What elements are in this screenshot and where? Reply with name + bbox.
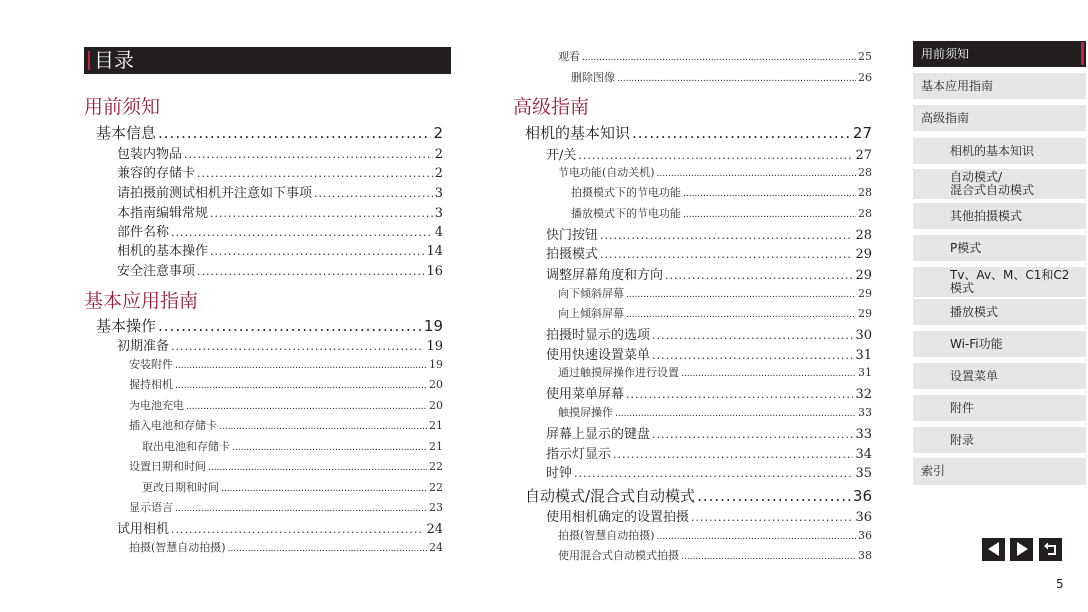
dot-leader <box>158 317 422 335</box>
toc-entry-label: 基本操作 <box>96 317 157 335</box>
toc-entry[interactable] <box>571 205 872 221</box>
dot-leader <box>681 369 856 379</box>
dot-leader <box>626 388 853 401</box>
toc-entry-page: 19 <box>426 339 443 354</box>
toc-entry-page: 28 <box>858 207 872 220</box>
dot-leader <box>171 340 424 353</box>
dot-leader <box>219 422 427 432</box>
toc-entry-page: 3 <box>434 186 443 201</box>
toc-entry-page: 19 <box>423 317 443 335</box>
sidebar-item-label: 基本应用指南 <box>921 78 994 93</box>
dot-leader <box>210 245 424 258</box>
toc-entry[interactable] <box>117 143 443 161</box>
toc-entry-page: 21 <box>429 419 443 432</box>
toc-entry[interactable] <box>558 547 872 563</box>
dot-leader <box>582 53 856 63</box>
toc-entry-page: 29 <box>855 268 872 283</box>
toc-entry-label: 拍摄模式 <box>546 247 599 262</box>
toc-entry[interactable] <box>546 443 872 461</box>
sidebar-item[interactable] <box>913 169 1086 199</box>
toc-entry[interactable] <box>558 527 872 543</box>
sidebar-item-label: 自动模式/ 混合式自动模式 <box>950 170 1035 197</box>
toc-entry-page: 24 <box>429 541 443 554</box>
toc-entry-page: 23 <box>429 501 443 514</box>
toc-entry-label: 安装附件 <box>129 358 173 371</box>
triangle-right-icon <box>1017 542 1028 556</box>
toc-entry-page: 16 <box>426 264 443 279</box>
sidebar-item-label: P模式 <box>950 240 982 255</box>
toc-entry-label: 拍摄模式下的节电功能 <box>571 186 681 199</box>
toc-entry-page: 31 <box>858 366 872 379</box>
dot-leader <box>626 290 856 300</box>
sidebar-item[interactable] <box>913 235 1086 261</box>
dot-leader <box>632 124 851 142</box>
toc-entry-page: 28 <box>855 228 872 243</box>
toc-entry-page: 2 <box>434 147 443 162</box>
section-heading[interactable]: 基本应用指南 <box>84 290 199 312</box>
sidebar-item-label: 其他拍摄模式 <box>950 208 1023 223</box>
sidebar-item[interactable] <box>913 203 1086 229</box>
toc-entry[interactable] <box>546 344 872 362</box>
sidebar-item-label: 设置菜单 <box>950 368 999 383</box>
page-number: 5 <box>1056 577 1064 591</box>
toc-entry-label: 使用快速设置菜单 <box>546 348 651 363</box>
dot-leader <box>175 504 427 514</box>
toc-entry-page: 27 <box>855 148 872 163</box>
section-heading[interactable]: 用前须知 <box>84 96 161 118</box>
toc-entry-page: 36 <box>855 510 872 525</box>
toc-entry[interactable] <box>546 423 872 441</box>
prev-page-button[interactable] <box>982 538 1005 561</box>
toc-entry[interactable] <box>558 48 872 64</box>
toc-entry-label: 握持相机 <box>129 378 173 391</box>
return-arrow-icon <box>1043 542 1058 557</box>
toc-entry[interactable] <box>117 221 443 239</box>
toc-entry-page: 20 <box>429 378 443 391</box>
toc-entry[interactable] <box>525 485 872 505</box>
sidebar-item[interactable] <box>913 458 1086 485</box>
toc-entry-label: 时钟 <box>546 466 573 481</box>
dot-leader <box>221 484 427 494</box>
toc-entry-page: 22 <box>429 460 443 473</box>
toc-entry-label: 向下倾斜屏幕 <box>558 287 624 300</box>
dot-leader <box>683 189 856 199</box>
toc-entry-label: 安全注意事项 <box>117 264 196 279</box>
toc-entry-label: 使用混合式自动模式拍摄 <box>558 549 679 562</box>
dot-leader <box>652 349 853 362</box>
sidebar-item-label: 附录 <box>950 432 975 447</box>
toc-entry[interactable] <box>558 364 872 380</box>
dot-leader <box>613 448 853 461</box>
toc-entry-label: 初期准备 <box>117 339 170 354</box>
toc-entry[interactable] <box>558 404 872 420</box>
toc-entry-page: 26 <box>858 71 872 84</box>
toc-entry[interactable] <box>558 285 872 301</box>
toc-entry-page: 14 <box>426 244 443 259</box>
toc-entry-label: 触摸屏操作 <box>558 406 613 419</box>
toc-entry-label: 删除图像 <box>571 71 615 84</box>
toc-entry[interactable] <box>558 164 872 180</box>
toc-entry[interactable] <box>117 240 443 258</box>
toc-entry-label: 屏幕上显示的键盘 <box>546 427 651 442</box>
toc-entry-label: 相机的基本操作 <box>117 244 209 259</box>
toc-entry-label: 使用菜单屏幕 <box>546 387 625 402</box>
dot-leader <box>578 149 853 162</box>
sidebar-item[interactable] <box>913 427 1086 453</box>
toc-entry[interactable] <box>546 324 872 342</box>
toc-entry-label: 取出电池和存储卡 <box>142 440 230 453</box>
toc-entry[interactable] <box>117 335 443 353</box>
toc-entry-label: 使用相机确定的设置拍摄 <box>546 510 690 525</box>
dot-leader <box>691 511 853 524</box>
toc-entry-label: 节电功能(自动关机) <box>558 166 655 179</box>
toc-entry[interactable] <box>525 122 872 142</box>
dot-leader <box>652 329 853 342</box>
toc-entry-label: 更改日期和时间 <box>142 481 219 494</box>
toc-entry[interactable] <box>129 356 443 372</box>
toc-entry-page: 2 <box>433 124 443 142</box>
toc-entry[interactable] <box>96 122 443 142</box>
sidebar-item[interactable] <box>913 41 1086 67</box>
toc-entry[interactable] <box>546 243 872 261</box>
toc-entry-page: 29 <box>855 247 872 262</box>
toc-entry-label: 开/关 <box>546 148 577 163</box>
toc-entry-label: 试用相机 <box>117 522 170 537</box>
toc-entry[interactable] <box>558 305 872 321</box>
toc-entry-page: 4 <box>434 225 443 240</box>
toc-title: 目录 <box>94 48 134 72</box>
toc-entry-page: 33 <box>855 427 872 442</box>
dot-leader <box>208 463 427 473</box>
toc-entry-label: 请拍摄前测试相机并注意如下事项 <box>117 186 313 201</box>
toc-entry-label: 调整屏幕角度和方向 <box>546 268 664 283</box>
toc-entry-label: 指示灯显示 <box>546 447 612 462</box>
toc-entry-page: 22 <box>429 481 443 494</box>
dot-leader <box>683 210 856 220</box>
toc-entry[interactable] <box>129 417 443 433</box>
sidebar-item-label: Tv、Av、M、C1和C2 模式 <box>950 268 1070 295</box>
sidebar-item-label: 相机的基本知识 <box>950 143 1035 158</box>
toc-entry[interactable] <box>571 69 872 85</box>
toc-entry[interactable] <box>117 202 443 220</box>
sidebar-item[interactable] <box>913 395 1086 421</box>
dot-leader <box>158 124 431 142</box>
sidebar-item-label: 索引 <box>921 464 946 478</box>
dot-leader <box>600 248 853 261</box>
sidebar-item[interactable] <box>913 138 1086 164</box>
dot-leader <box>210 207 433 220</box>
dot-leader <box>617 74 856 84</box>
toc-entry-page: 29 <box>858 287 872 300</box>
toc-entry-label: 观看 <box>558 50 580 63</box>
toc-entry-page: 31 <box>855 348 872 363</box>
sidebar-item-label: 播放模式 <box>950 304 999 319</box>
toc-entry-page: 34 <box>855 447 872 462</box>
dot-leader <box>665 269 853 282</box>
sidebar-item-label: 附件 <box>950 400 975 415</box>
toc-entry[interactable] <box>129 499 443 515</box>
toc-entry[interactable] <box>117 518 443 536</box>
dot-leader <box>652 428 853 441</box>
toc-entry-label: 拍摄(智慧自动拍摄) <box>129 541 226 554</box>
toc-entry-label: 自动模式/混合式自动模式 <box>525 487 696 505</box>
toc-entry-page: 28 <box>858 186 872 199</box>
sidebar-item[interactable] <box>913 105 1086 131</box>
dot-leader <box>615 409 856 419</box>
dot-leader <box>314 187 433 200</box>
toc-entry-label: 插入电池和存储卡 <box>129 419 217 432</box>
toc-entry-page: 33 <box>858 406 872 419</box>
toc-entry-label: 基本信息 <box>96 124 157 142</box>
sidebar-item[interactable] <box>913 363 1086 389</box>
toc-entry-page: 21 <box>429 440 443 453</box>
toc-entry-label: 显示语言 <box>129 501 173 514</box>
triangle-left-icon <box>988 542 999 556</box>
toc-entry-page: 32 <box>855 387 872 402</box>
toc-entry-page: 28 <box>858 166 872 179</box>
sidebar-item[interactable] <box>913 331 1086 357</box>
toc-entry-page: 3 <box>434 206 443 221</box>
toc-entry-page: 36 <box>858 529 872 542</box>
toc-entry[interactable] <box>546 264 872 282</box>
return-button[interactable] <box>1039 538 1062 561</box>
toc-entry-label: 播放模式下的节电功能 <box>571 207 681 220</box>
dot-leader <box>600 229 853 242</box>
toc-entry[interactable] <box>546 462 872 480</box>
dot-leader <box>184 148 433 161</box>
toc-entry-label: 设置日期和时间 <box>129 460 206 473</box>
toc-entry-page: 24 <box>426 522 443 537</box>
dot-leader <box>186 402 427 412</box>
dot-leader <box>232 443 427 453</box>
toc-entry-page: 2 <box>434 166 443 181</box>
toc-entry-label: 为电池充电 <box>129 399 184 412</box>
dot-leader <box>228 544 427 554</box>
toc-entry[interactable] <box>129 376 443 392</box>
sidebar-item[interactable] <box>913 299 1086 325</box>
toc-entry-label: 向上倾斜屏幕 <box>558 307 624 320</box>
toc-entry[interactable] <box>96 315 443 335</box>
toc-entry-page: 19 <box>429 358 443 371</box>
toc-entry-page: 25 <box>858 50 872 63</box>
dot-leader <box>626 310 856 320</box>
toc-entry-label: 拍摄(智慧自动拍摄) <box>558 529 655 542</box>
toc-entry[interactable] <box>117 162 443 180</box>
dot-leader <box>197 265 424 278</box>
toc-entry-page: 20 <box>429 399 443 412</box>
sidebar-item-label: Wi-Fi功能 <box>950 336 1003 351</box>
dot-leader <box>175 361 427 371</box>
toc-entry[interactable] <box>546 383 872 401</box>
toc-entry[interactable] <box>546 144 872 162</box>
toc-entry-label: 快门按钮 <box>546 228 599 243</box>
toc-entry-page: 36 <box>852 487 872 505</box>
toc-title-bar <box>84 47 451 74</box>
toc-entry[interactable] <box>129 397 443 413</box>
toc-entry[interactable] <box>571 184 872 200</box>
dot-leader <box>697 487 851 505</box>
toc-entry-label: 包装内物品 <box>117 147 183 162</box>
toc-entry-page: 38 <box>858 549 872 562</box>
toc-entry[interactable] <box>117 182 443 200</box>
toc-entry-label: 本指南编辑常规 <box>117 206 209 221</box>
toc-entry[interactable] <box>129 539 443 555</box>
sidebar-item[interactable] <box>913 267 1086 297</box>
toc-entry[interactable] <box>129 458 443 474</box>
toc-entry-page: 29 <box>858 307 872 320</box>
toc-entry-label: 部件名称 <box>117 225 170 240</box>
toc-entry[interactable] <box>117 260 443 278</box>
dot-leader <box>171 226 433 239</box>
dot-leader <box>574 467 853 480</box>
dot-leader <box>175 381 427 391</box>
sidebar-item-label: 用前须知 <box>921 46 970 61</box>
section-heading[interactable]: 高级指南 <box>513 96 590 118</box>
dot-leader <box>197 167 433 180</box>
sidebar-item-label: 高级指南 <box>921 110 970 125</box>
toc-entry[interactable] <box>546 224 872 242</box>
toc-entry[interactable] <box>142 438 443 454</box>
dot-leader <box>657 169 856 179</box>
toc-entry[interactable] <box>142 479 443 495</box>
dot-leader <box>171 523 424 536</box>
toc-entry-page: 30 <box>855 328 872 343</box>
toc-entry-label: 兼容的存储卡 <box>117 166 196 181</box>
toc-entry-page: 27 <box>852 124 872 142</box>
toc-entry-label: 拍摄时显示的选项 <box>546 328 651 343</box>
dot-leader <box>681 552 856 562</box>
toc-entry-label: 相机的基本知识 <box>525 124 631 142</box>
toc-entry-page: 35 <box>855 466 872 481</box>
next-page-button[interactable] <box>1010 538 1033 561</box>
toc-entry[interactable] <box>546 506 872 524</box>
sidebar-item[interactable] <box>913 73 1086 99</box>
dot-leader <box>657 532 856 542</box>
toc-entry-label: 通过触摸屏操作进行设置 <box>558 366 679 379</box>
